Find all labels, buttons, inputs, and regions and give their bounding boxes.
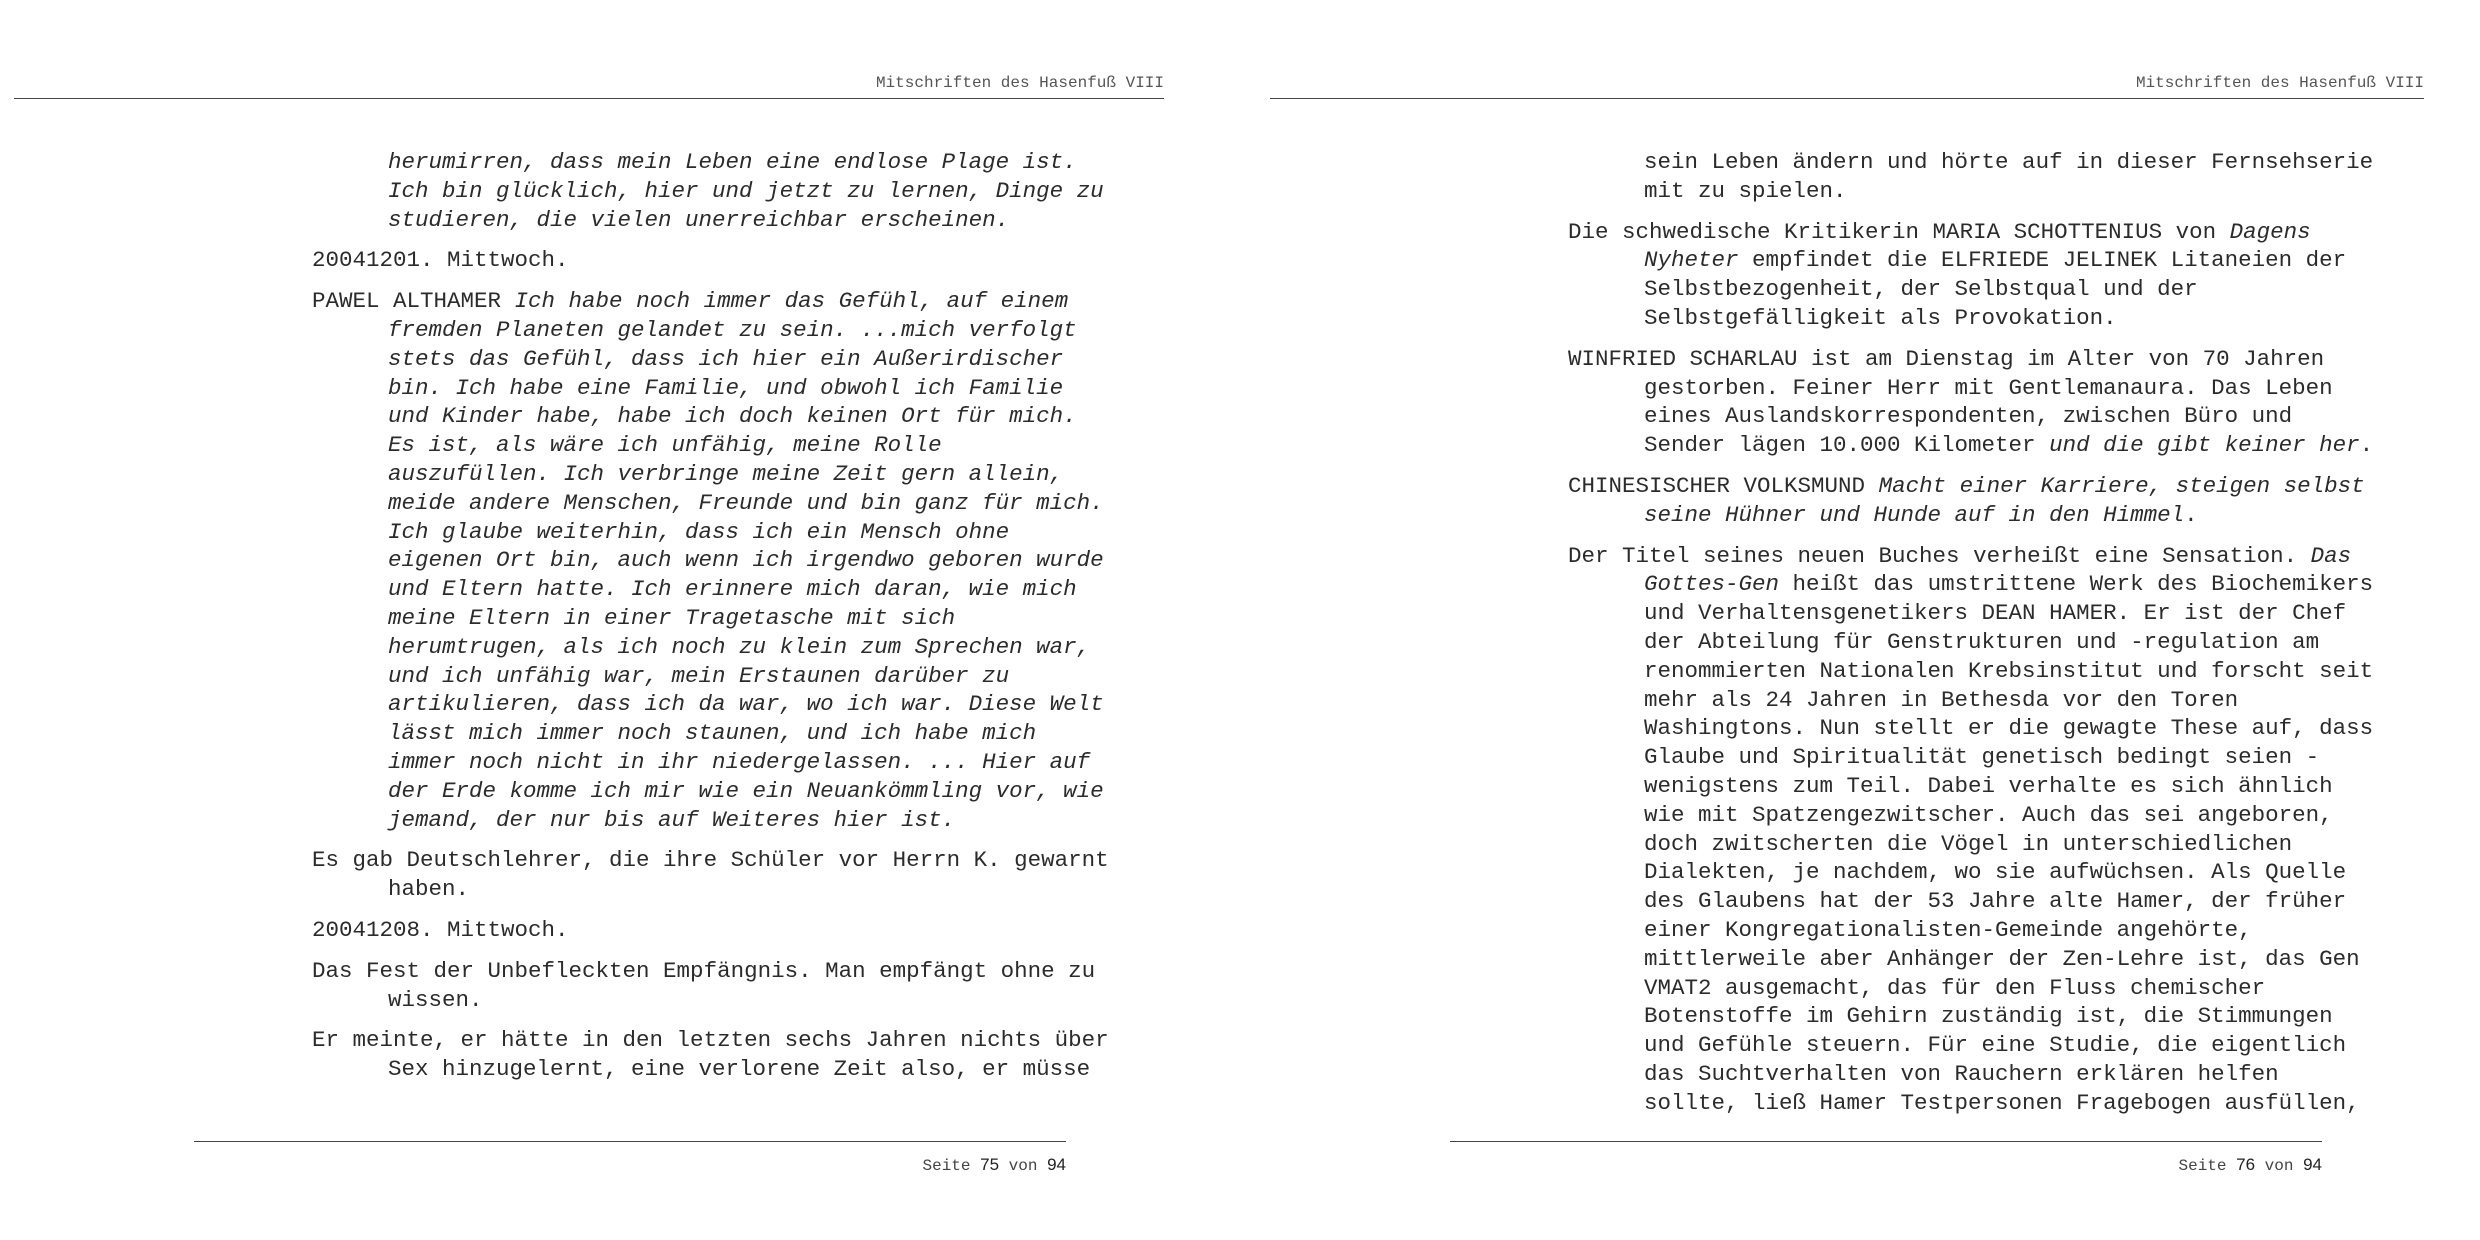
text-run: .: [2184, 501, 2198, 528]
header-rule: [1270, 98, 2424, 99]
date-entry: 20041201. Mittwoch.: [312, 247, 569, 274]
date-entry: 20041208. Mittwoch.: [312, 916, 569, 943]
page-total: 94: [2303, 1155, 2322, 1174]
newspaper-title: Dagens Nyheter: [1644, 218, 2311, 274]
text-run: .: [2359, 432, 2374, 459]
text-run: Der Titel seines neuen Buches verheißt eine Sensation.: [1568, 542, 2298, 569]
page-number: 75: [980, 1155, 1000, 1174]
footer-rule: [1450, 1141, 2322, 1142]
text-run: Die schwedische Kritikerin MARIA SCHOTTENIUS von: [1568, 218, 2217, 245]
paragraph: Es gab Deutschlehrer, die ihre Schüler vor Herrn K. gewarnt haben.: [312, 847, 1109, 903]
footer-prefix: Seite: [2178, 1157, 2227, 1175]
page-footer: [2179, 1155, 2323, 1175]
paragraph: Er meinte, er hätte in den letzten sechs Jahren nichts über Sex hinzugelernt, eine verlorene Zeit also, er müsse: [312, 1027, 1109, 1083]
page-body: [312, 148, 1112, 1096]
paragraph: [1568, 345, 2378, 460]
page-footer: [923, 1155, 1067, 1175]
text-run: heißt das umstrittene Werk des Biochemikers und Verhaltensgenetikers DEAN HAMER. Er ist der Chef der Abteilung für Genstrukturen und -regulation am renommierten Nationalen Krebsinstitut und forscht seit mehr als 24 Jahren in Bethesda vor den Toren Washingtons. Nun stellt er die gewagte These auf, dass Glaube und Spiritualität genetisch bedingt seien - wenigstens zum Teil. Dabei verhalte es sich ähnlich wie mit Spatzengezwitscher. Auch das sei angeboren, doch zwitscherten die Vögel in unterschiedlichen Dialekten, je nachdem, wo sie aufwüchsen. Als Quelle des Glaubens hat der 53 Jahre alte Hamer, der früher einer Kongregationalisten-Gemeinde angehörte, mittlerweile aber Anhänger der Zen-Lehre ist, das Gen VMAT2 ausgemacht, das für den Fluss chemischer Botenstoffe im Gehirn zuständig ist, die Stimmungen und Gefühle steuern. Für eine Studie, die eigentlich das Suchtverhalten von Rauchern erklären helfen sollte, ließ Hamer Testpersonen Fragebogen ausfüllen,: [1644, 571, 2374, 1116]
paragraph: sein Leben ändern und hörte auf in dieser Fernsehserie mit zu spielen.: [1644, 149, 2374, 204]
page-body: [1568, 148, 2378, 1130]
quote-paragraph: [312, 287, 1112, 834]
quote-text: und die gibt keiner her: [2049, 432, 2360, 459]
text-run: empfindet die ELFRIEDE JELINEK Litaneien der Selbstbezogenheit, der Selbstqual und der Selbstgefälligkeit als Provokation.: [1644, 247, 2347, 331]
text-run: WINFRIED SCHARLAU ist am Dienstag im Alter von 70 Jahren gestorben. Feiner Herr mit Gentlemanaura. Das Leben eines Auslandskorrespondenten, zwischen Büro und Sender lägen 10.000 Kilometer: [1568, 345, 2333, 459]
quote-text: Macht einer Karriere, steigen selbst seine Hühner und Hunde auf in den Himmel: [1644, 472, 2365, 528]
footer-mid: von: [2264, 1157, 2294, 1175]
paragraph: herumirren, dass mein Leben eine endlose Plage ist. Ich bin glücklich, hier und jetzt zu lernen, Dinge zu studieren, die vielen unerreichbar erscheinen.: [388, 149, 1104, 233]
quote-paragraph: [1568, 472, 2378, 530]
paragraph: [1568, 218, 2378, 333]
right-page: [1240, 0, 2480, 1240]
page-total: 94: [1047, 1155, 1066, 1174]
book-title: Das Gottes-Gen: [1644, 542, 2352, 598]
running-header: Mitschriften des Hasenfuß VIII: [875, 74, 1164, 92]
header-rule: [14, 98, 1164, 99]
footer-prefix: Seite: [922, 1157, 971, 1175]
page-number: 76: [2236, 1155, 2256, 1174]
paragraph: Das Fest der Unbefleckten Empfängnis. Man empfängt ohne zu wissen.: [312, 957, 1096, 1013]
footer-rule: [194, 1141, 1066, 1142]
paragraph: [1568, 542, 2378, 1118]
running-header: Mitschriften des Hasenfuß VIII: [2135, 74, 2424, 92]
footer-mid: von: [1008, 1157, 1038, 1175]
speaker-name: PAWEL ALTHAMER: [312, 288, 502, 315]
speaker-name: CHINESISCHER VOLKSMUND: [1568, 472, 1866, 499]
quote-text: Ich habe noch immer das Gefühl, auf einem fremden Planeten gelandet zu sein. ...mich verfolgt stets das Gefühl, dass ich hier ein Außerirdischer bin. Ich habe eine Familie, und obwohl ich Familie und Kinder habe, habe ich doch keinen Ort für mich. Es ist, als wäre ich unfähig, meine Rolle auszufüllen. Ich verbringe meine Zeit gern allein, meide andere Menschen, Freunde und bin ganz für mich. Ich glaube weiterhin, dass ich ein Mensch ohne eigenen Ort bin, auch wenn ich irgendwo geboren wurde und Eltern hatte. Ich erinnere mich daran, wie mich meine Eltern in einer Tragetasche mit sich herumtrugen, als ich noch zu klein zum Sprechen war, und ich unfähig war, mein Erstaunen darüber zu artikulieren, dass ich da war, wo ich war. Diese Welt lässt mich immer noch staunen, und ich habe mich immer noch nicht in ihr niedergelassen. ... Hier auf der Erde komme ich mir wie ein Neuankömmling vor, wie jemand, der nur bis auf Weiteres hier ist.: [388, 288, 1104, 833]
